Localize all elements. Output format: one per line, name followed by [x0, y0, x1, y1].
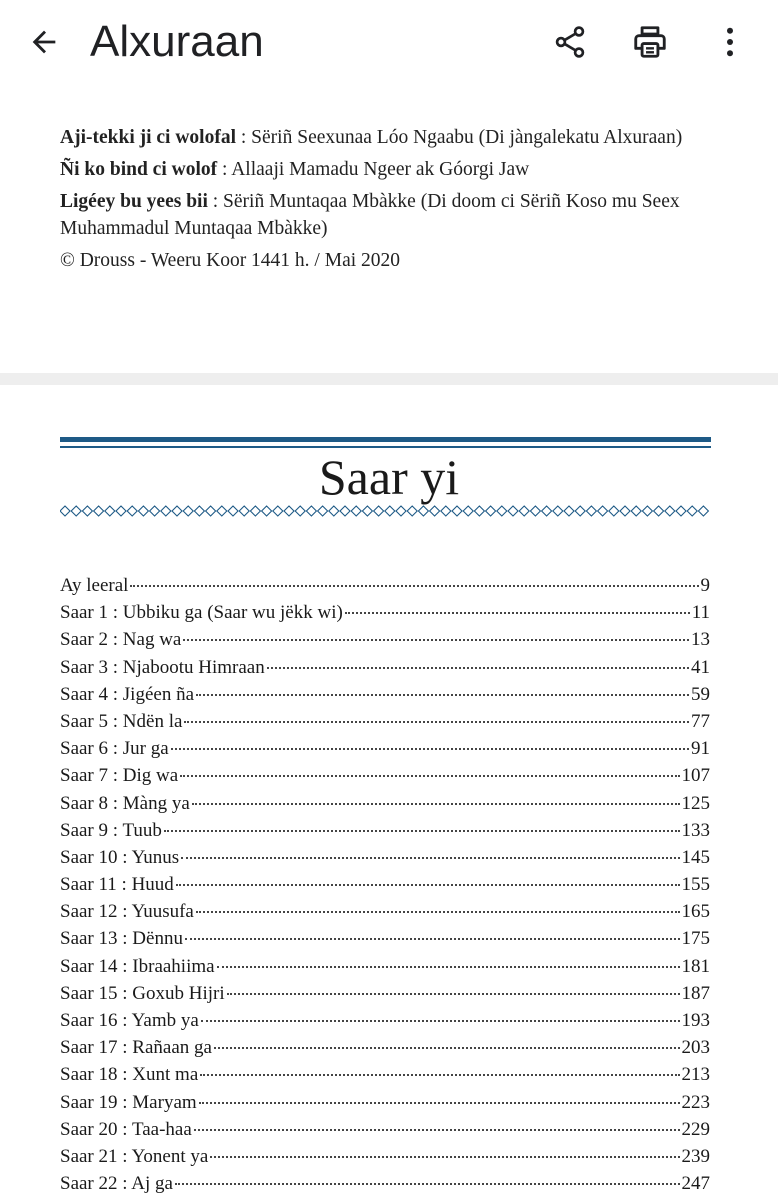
toc-entry-page: 165 [681, 901, 710, 923]
share-button[interactable] [546, 18, 594, 66]
diamond-shape [250, 506, 260, 516]
diamond-shape [564, 506, 574, 516]
diamond-shape [519, 506, 529, 516]
print-button[interactable] [626, 18, 674, 66]
toc-entry-page: 77 [691, 710, 710, 732]
arrow-left-icon [27, 25, 61, 59]
toc-title: Saar yi [318, 449, 460, 505]
toc-entry[interactable] [60, 871, 710, 898]
diamond-shape [665, 506, 675, 516]
toc-entry[interactable] [60, 1143, 710, 1170]
diamond-shape [486, 506, 496, 516]
toc-entry[interactable] [60, 898, 710, 925]
diamond-shape [217, 506, 227, 516]
diamond-shape [430, 506, 440, 516]
diamond-shape [318, 506, 328, 516]
diamond-shape [575, 506, 585, 516]
diamond-shape [161, 506, 171, 516]
diamond-shape [228, 506, 238, 516]
toc-entry[interactable] [60, 599, 710, 626]
toc-entry-page: 125 [681, 792, 710, 814]
credit-value: : Sëriñ Muntaqaa Mbàkke (Di doom ci Sëriñ Koso mu Seex Muhammadul Muntaqaa Mbàkke) [60, 191, 680, 239]
toc-entry-page: 181 [681, 955, 710, 977]
toc-entry-page: 133 [681, 819, 710, 841]
diamond-shape [553, 506, 563, 516]
diamond-shape [94, 506, 104, 516]
diamond-shape [127, 506, 137, 516]
toc-entry[interactable] [60, 790, 710, 817]
toc-entry-label: Saar 12 : Yuusufa [60, 901, 194, 923]
copyright-text: © Drouss - Weeru Koor 1441 h. / Mai 2020 [60, 250, 401, 271]
toc-entry[interactable] [60, 1034, 710, 1061]
diamond-shape [60, 506, 70, 516]
toc-entry[interactable] [60, 1061, 710, 1088]
toc-entry-label: Saar 19 : Maryam [60, 1091, 197, 1113]
toc-dot-leader [171, 748, 689, 750]
diamond-shape [542, 506, 552, 516]
toc-entry-label: Saar 18 : Xunt ma [60, 1064, 199, 1086]
toc-entry-page: 247 [681, 1173, 710, 1195]
diamond-shape [239, 506, 249, 516]
toc-entry-page: 213 [681, 1064, 710, 1086]
diamond-shape [463, 506, 473, 516]
toc-entry[interactable] [60, 626, 710, 653]
print-icon [631, 23, 669, 61]
toc-entry-label: Saar 16 : Yamb ya [60, 1010, 199, 1031]
app-bar [0, 0, 778, 88]
toc-entry-label: Saar 6 : Jur ga [60, 738, 169, 760]
toc-dot-leader [194, 1129, 680, 1131]
credit-value: : Sëriñ Seexunaa Lóo Ngaabu (Di jàngalekatu Alxuraan) [236, 127, 683, 148]
toc-entry-label: Saar 21 : Yonent ya [60, 1145, 209, 1167]
diamond-shape [642, 506, 652, 516]
toc-entry[interactable] [60, 925, 710, 952]
toc-entry-page: 41 [691, 656, 710, 678]
toc-entry[interactable] [60, 1116, 710, 1143]
diamond-shape [206, 506, 216, 516]
diamond-shape [374, 506, 384, 516]
more-vert-icon [712, 24, 748, 60]
toc-dot-leader [192, 803, 680, 805]
toc-entry-page: 11 [691, 602, 710, 624]
credit-label: Aji-tekki ji ci wolofal [60, 127, 237, 148]
toc-entry-label: Saar 20 : Taa-haa [60, 1118, 192, 1140]
toc-entry[interactable] [60, 735, 710, 762]
toc-dot-leader [175, 1183, 680, 1185]
toc-entry-page: 155 [681, 874, 710, 896]
share-icon [552, 24, 588, 60]
toc-entry-label: Saar 7 : Dig wa [60, 765, 179, 787]
toc-dot-leader [176, 884, 680, 886]
diamond-shape [385, 506, 395, 516]
toc-entry-label: Saar 1 : Ubbiku ga (Saar wu jëkk wi) [60, 602, 343, 624]
toc-entry[interactable] [60, 708, 710, 735]
toc-dot-leader [217, 966, 680, 968]
diamond-shape [598, 506, 608, 516]
toc-dot-leader [200, 1074, 679, 1076]
toc-dot-leader [214, 1047, 680, 1049]
toc-dot-leader [181, 857, 679, 859]
credit-translator [60, 124, 700, 151]
toc-entry-label: Saar 8 : Màng ya [60, 792, 190, 814]
diamond-shape [295, 506, 305, 516]
diamond-shape [71, 506, 81, 516]
diamond-shape [340, 506, 350, 516]
toc-entry-page: 175 [681, 928, 710, 950]
toc-entry[interactable] [60, 1170, 710, 1197]
diamond-shape [508, 506, 518, 516]
toc-dot-leader [345, 612, 690, 614]
toc-entry-label: Saar 22 : Aj ga [60, 1173, 173, 1195]
diamond-shape [497, 506, 507, 516]
diamond-shape [329, 506, 339, 516]
toc-entry-label: Saar 2 : Nag wa [60, 629, 182, 651]
toc-entry[interactable] [60, 654, 710, 681]
diamond-shape [82, 506, 92, 516]
toc-entry-label: Saar 14 : Ibraahiima [60, 955, 215, 977]
diamond-shape [452, 506, 462, 516]
page-title: Alxuraan [90, 17, 264, 66]
toc-dot-leader [267, 667, 689, 669]
toc-entry-label: Saar 15 : Goxub Hijri [60, 982, 225, 1004]
toc-entry[interactable] [60, 681, 710, 708]
credit-value: : Allaaji Mamadu Ngeer ak Góorgi Jaw [217, 159, 530, 180]
page-separator [0, 373, 778, 385]
toc-entry-page: 203 [681, 1037, 710, 1059]
diamond-shape [183, 506, 193, 516]
toc-entry[interactable] [60, 1007, 710, 1034]
diamond-shape [306, 506, 316, 516]
diamond-shape [654, 506, 664, 516]
toc-entry-page: 187 [681, 982, 710, 1004]
diamond-shape [609, 506, 619, 516]
diamond-shape [676, 506, 686, 516]
toc-dot-leader [227, 993, 680, 995]
diamond-shape [116, 506, 126, 516]
credit-label: Ligéey bu yees bii [60, 191, 208, 212]
diamond-shape [150, 506, 160, 516]
diamond-shape [687, 506, 697, 516]
toc-dot-leader [196, 694, 689, 696]
diamond-shape [530, 506, 540, 516]
toc-dot-leader [196, 911, 680, 913]
credit-revision [60, 188, 700, 242]
more-options-button[interactable] [706, 18, 754, 66]
toc-entry[interactable] [60, 980, 710, 1007]
back-button[interactable] [22, 20, 66, 64]
diamond-shape [396, 506, 406, 516]
toc-dot-leader [164, 830, 680, 832]
toc-entry-label: Saar 4 : Jigéen ña [60, 683, 195, 705]
diamond-shape [194, 506, 204, 516]
toc-entry-page: 9 [700, 575, 710, 596]
toc-dot-leader [199, 1102, 680, 1104]
toc-entry-page: 91 [691, 738, 710, 760]
diamond-shape [698, 506, 708, 516]
toc-entry-page: 13 [691, 629, 710, 651]
diamond-shape [172, 506, 182, 516]
toc-entry-page: 107 [681, 765, 710, 787]
header-rule-thick [60, 437, 711, 442]
toc-entry-label: Saar 5 : Ndën la [60, 710, 183, 732]
toc-entry-label: Saar 3 : Njabootu Himraan [60, 656, 265, 678]
toc-entry-label: Saar 13 : Dënnu [60, 928, 183, 950]
toc-dot-leader [183, 639, 689, 641]
toc-entry-label: Ay leeral [60, 575, 129, 596]
credits-block [60, 124, 700, 279]
toc-entry-page: 193 [681, 1010, 710, 1031]
toc-entry-page: 145 [681, 846, 710, 868]
toc-entry-page: 229 [681, 1118, 710, 1140]
toc-dot-leader [185, 938, 680, 940]
toc-entry-label: Saar 17 : Rañaan ga [60, 1037, 212, 1059]
toc-dot-leader [201, 1020, 680, 1022]
toc-dot-leader [130, 585, 698, 587]
toc-entry[interactable] [60, 1089, 710, 1116]
diamond-shape [284, 506, 294, 516]
toc-entry[interactable] [60, 817, 710, 844]
toc-entry-page: 223 [681, 1091, 710, 1113]
diamond-shape [441, 506, 451, 516]
diamond-border-ornament [60, 504, 711, 518]
diamond-shape [351, 506, 361, 516]
toc-entry-page: 59 [691, 683, 710, 705]
toc-entry[interactable] [60, 844, 710, 871]
diamond-shape [262, 506, 272, 516]
diamond-shape [138, 506, 148, 516]
toc-dot-leader [184, 721, 689, 723]
diamond-shape [273, 506, 283, 516]
credit-label: Ñi ko bind ci wolof [60, 159, 218, 180]
toc-list [60, 572, 710, 1197]
diamond-shape [362, 506, 372, 516]
diamond-shape [631, 506, 641, 516]
toc-entry[interactable] [60, 572, 710, 599]
toc-dot-leader [210, 1156, 679, 1158]
toc-entry[interactable] [60, 953, 710, 980]
toc-entry-label: Saar 10 : Yunus [60, 846, 180, 868]
diamond-shape [418, 506, 428, 516]
toc-entry-page: 239 [681, 1145, 710, 1167]
diamond-shape [407, 506, 417, 516]
credit-writers [60, 156, 700, 183]
toc-entry-label: Saar 11 : Huud [60, 874, 174, 896]
diamond-shape [620, 506, 630, 516]
toc-entry[interactable] [60, 762, 710, 789]
diamond-shape [105, 506, 115, 516]
diamond-shape [586, 506, 596, 516]
document-page-toc [0, 385, 778, 1200]
toc-entry-label: Saar 9 : Tuub [60, 819, 162, 841]
credit-copyright [60, 247, 700, 274]
toc-dot-leader [180, 775, 679, 777]
diamond-shape [474, 506, 484, 516]
document-page-credits [0, 88, 778, 373]
